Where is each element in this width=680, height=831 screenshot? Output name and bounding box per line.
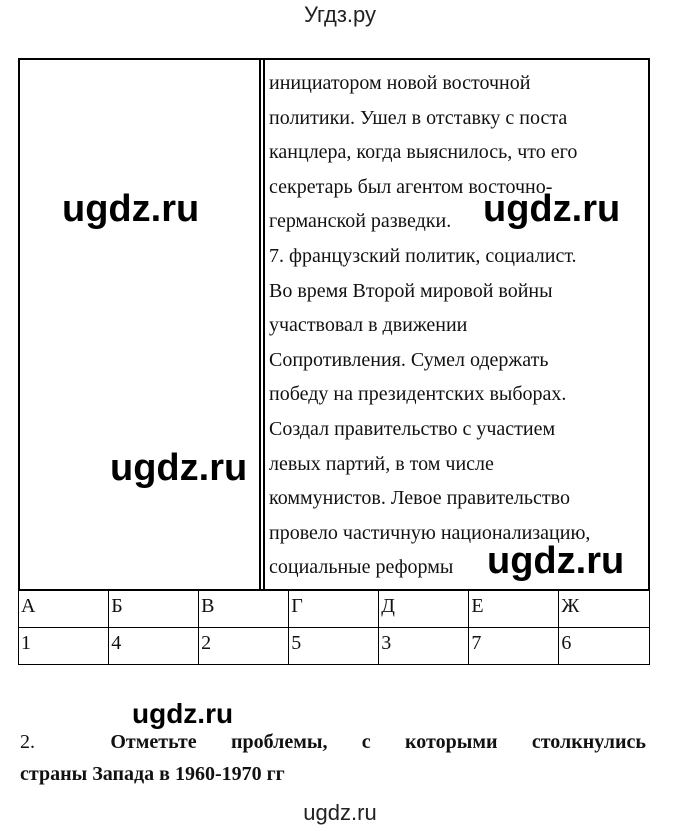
left-cell-empty [20,60,259,589]
question-word: которыми [405,731,498,753]
watermark: ugdz.ru [62,188,200,230]
question-line-1 [20,726,646,758]
answer-letter: Д [379,591,469,628]
answer-number: 1 [19,628,109,665]
answer-letter: В [199,591,289,628]
description-line: канцлера, когда выяснилось, что его [269,141,578,164]
answer-number: 2 [199,628,289,665]
question-word: Отметьте [110,731,197,753]
description-line: провело частичную национализацию, [269,521,591,544]
description-line: победу на президентских выборах. [269,383,567,406]
answer-table [18,590,650,665]
description-table [18,58,650,591]
description-line: участвовал в движении [269,314,468,337]
answer-number: 5 [289,628,379,665]
answer-letters-row [19,591,650,628]
answer-number: 6 [559,628,650,665]
answer-letter: Ж [559,591,650,628]
answer-number: 4 [109,628,199,665]
answer-letter: А [19,591,109,628]
watermark: ugdz.ru [483,188,621,230]
column-divider-double [263,60,265,589]
question-word: проблемы, [230,731,328,753]
question-line-2: страны Запада в 1960-1970 гг [20,763,285,785]
answer-letter: Б [109,591,199,628]
description-line: германской разведки. [269,210,452,233]
question-word: столкнулись [531,731,646,753]
description-line: секретарь был агентом восточно- [269,175,553,198]
question-number: 2. [20,731,35,753]
description-line: Создал правительство с участием [269,417,556,440]
description-line: социальные реформы [269,556,454,579]
description-line: коммунистов. Левое правительство [269,487,570,510]
site-header-title: Угдз.ру [303,2,377,27]
watermark: ugdz.ru [110,447,248,489]
answer-numbers-row [19,628,650,665]
question-block [20,726,646,790]
watermark: ugdz.ru [132,698,234,729]
description-line: левых партий, в том числе [269,452,494,475]
description-cell [269,66,646,585]
description-line: 7. французский политик, социалист. [269,244,577,267]
watermark: ugdz.ru [487,540,625,582]
answer-letter: Е [469,591,559,628]
answer-number: 3 [379,628,469,665]
description-line: инициатором новой восточной [269,72,531,94]
description-line: политики. Ушел в отставку с поста [269,106,568,129]
answer-letter: Г [289,591,379,628]
answer-number: 7 [469,628,559,665]
question-word: с [361,731,371,753]
site-footer: ugdz.ru [303,800,377,825]
column-divider [259,60,261,589]
description-line: Во время Второй мировой войны [269,279,553,302]
description-line: Сопротивления. Сумел одержать [269,348,549,371]
